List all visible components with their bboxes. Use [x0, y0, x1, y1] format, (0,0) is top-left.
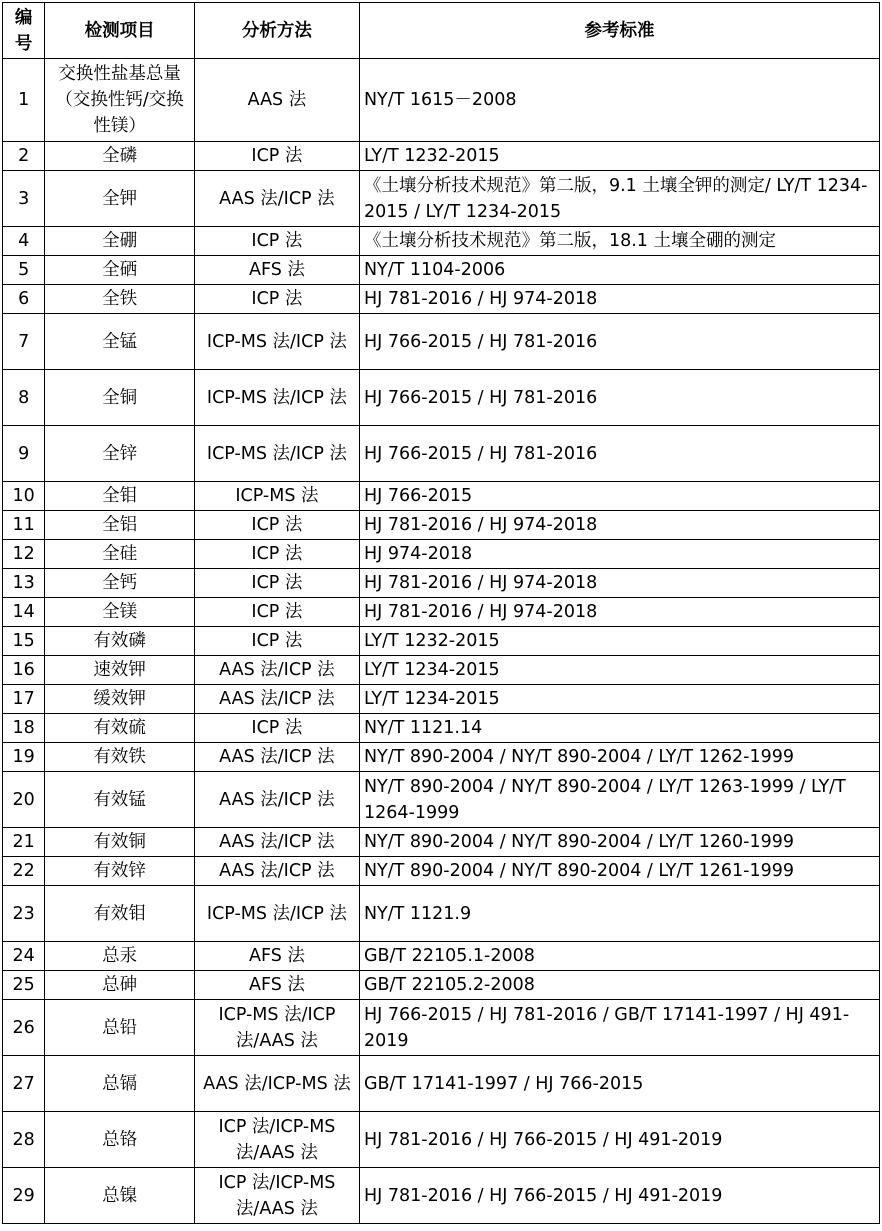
row-standard: HJ 781-2016 / HJ 766-2015 / HJ 491-2019: [359, 1112, 879, 1168]
row-item: 全铝: [45, 511, 195, 540]
table-row: [3, 714, 880, 743]
row-item: 总镉: [45, 1056, 195, 1112]
row-number: 14: [3, 598, 45, 627]
row-standard: NY/T 1615－2008: [359, 59, 879, 142]
row-method: ICP 法: [194, 227, 359, 256]
table-row: [3, 256, 880, 285]
row-number: 6: [3, 285, 45, 314]
row-number: 23: [3, 886, 45, 942]
row-item: 有效铜: [45, 828, 195, 857]
table-row: [3, 370, 880, 426]
table-row: [3, 540, 880, 569]
row-standard: NY/T 1104-2006: [359, 256, 879, 285]
row-method: ICP 法/ICP-MS 法/AAS 法: [194, 1112, 359, 1168]
table-row: [3, 227, 880, 256]
row-method: ICP-MS 法: [194, 482, 359, 511]
row-standard: NY/T 890-2004 / NY/T 890-2004 / LY/T 1260-1999: [359, 828, 879, 857]
header-standard: 参考标准: [359, 3, 879, 59]
row-item: 全硅: [45, 540, 195, 569]
table-header-row: [3, 3, 880, 59]
row-method: ICP-MS 法/ICP 法: [194, 426, 359, 482]
row-number: 15: [3, 627, 45, 656]
row-number: 18: [3, 714, 45, 743]
row-number: 12: [3, 540, 45, 569]
row-item: 有效钼: [45, 886, 195, 942]
table-row: [3, 942, 880, 971]
row-item: 有效铁: [45, 743, 195, 772]
table-row: [3, 569, 880, 598]
row-method: ICP 法: [194, 540, 359, 569]
header-method: 分析方法: [194, 3, 359, 59]
row-method: ICP 法/ICP-MS 法/AAS 法: [194, 1168, 359, 1224]
row-method: ICP 法: [194, 511, 359, 540]
row-item: 全镁: [45, 598, 195, 627]
row-number: 27: [3, 1056, 45, 1112]
row-number: 10: [3, 482, 45, 511]
row-number: 21: [3, 828, 45, 857]
table-row: [3, 627, 880, 656]
table-body: [3, 59, 880, 1224]
table-row: [3, 743, 880, 772]
row-number: 22: [3, 857, 45, 886]
document-page: [2, 2, 880, 1224]
table-row: [3, 314, 880, 370]
header-item: 检测项目: [45, 3, 195, 59]
row-method: AAS 法/ICP 法: [194, 743, 359, 772]
row-number: 16: [3, 656, 45, 685]
row-standard: HJ 766-2015 / HJ 781-2016: [359, 370, 879, 426]
row-item: 全锌: [45, 426, 195, 482]
row-method: AAS 法/ICP 法: [194, 685, 359, 714]
table-row: [3, 685, 880, 714]
table-row: [3, 1112, 880, 1168]
row-number: 29: [3, 1168, 45, 1224]
row-item: 全钼: [45, 482, 195, 511]
row-method: AAS 法/ICP 法: [194, 656, 359, 685]
row-method: ICP-MS 法/ICP 法: [194, 370, 359, 426]
row-standard: NY/T 1121.9: [359, 886, 879, 942]
row-standard: GB/T 22105.2-2008: [359, 971, 879, 1000]
row-standard: HJ 766-2015: [359, 482, 879, 511]
row-number: 4: [3, 227, 45, 256]
row-item: 有效锰: [45, 772, 195, 828]
row-number: 17: [3, 685, 45, 714]
row-standard: LY/T 1234-2015: [359, 656, 879, 685]
row-item: 全钙: [45, 569, 195, 598]
row-item: 全钾: [45, 171, 195, 227]
row-method: AFS 法: [194, 942, 359, 971]
row-method: AAS 法/ICP 法: [194, 171, 359, 227]
row-method: AAS 法/ICP 法: [194, 828, 359, 857]
row-item: 总铅: [45, 1000, 195, 1056]
row-item: 全硼: [45, 227, 195, 256]
row-item: 总铬: [45, 1112, 195, 1168]
row-standard: NY/T 890-2004 / NY/T 890-2004 / LY/T 1263-1999 / LY/T 1264-1999: [359, 772, 879, 828]
row-method: AAS 法/ICP-MS 法: [194, 1056, 359, 1112]
row-standard: HJ 766-2015 / HJ 781-2016: [359, 314, 879, 370]
row-standard: LY/T 1232-2015: [359, 627, 879, 656]
row-standard: HJ 781-2016 / HJ 974-2018: [359, 598, 879, 627]
row-method: ICP 法: [194, 142, 359, 171]
table-row: [3, 857, 880, 886]
row-method: ICP 法: [194, 627, 359, 656]
header-number: 编号: [3, 3, 45, 59]
table-row: [3, 886, 880, 942]
table-row: [3, 971, 880, 1000]
row-number: 7: [3, 314, 45, 370]
row-standard: NY/T 890-2004 / NY/T 890-2004 / LY/T 1262-1999: [359, 743, 879, 772]
row-standard: NY/T 890-2004 / NY/T 890-2004 / LY/T 1261-1999: [359, 857, 879, 886]
row-item: 交换性盐基总量（交换性钙/交换性镁）: [45, 59, 195, 142]
row-item: 总汞: [45, 942, 195, 971]
row-number: 19: [3, 743, 45, 772]
row-method: ICP-MS 法/ICP 法: [194, 314, 359, 370]
row-method: AAS 法/ICP 法: [194, 772, 359, 828]
row-item: 全锰: [45, 314, 195, 370]
row-standard: LY/T 1234-2015: [359, 685, 879, 714]
row-method: ICP 法: [194, 569, 359, 598]
table-row: [3, 59, 880, 142]
table-row: [3, 426, 880, 482]
row-standard: 《土壤分析技术规范》第二版，18.1 土壤全硼的测定: [359, 227, 879, 256]
row-number: 8: [3, 370, 45, 426]
row-item: 全磷: [45, 142, 195, 171]
row-standard: HJ 766-2015 / HJ 781-2016 / GB/T 17141-1997 / HJ 491-2019: [359, 1000, 879, 1056]
row-standard: GB/T 22105.1-2008: [359, 942, 879, 971]
row-number: 13: [3, 569, 45, 598]
row-standard: NY/T 1121.14: [359, 714, 879, 743]
row-item: 有效磷: [45, 627, 195, 656]
row-number: 5: [3, 256, 45, 285]
row-item: 全铁: [45, 285, 195, 314]
row-number: 24: [3, 942, 45, 971]
row-method: ICP-MS 法/ICP 法/AAS 法: [194, 1000, 359, 1056]
row-standard: HJ 781-2016 / HJ 974-2018: [359, 569, 879, 598]
row-standard: 《土壤分析技术规范》第二版，9.1 土壤全钾的测定/ LY/T 1234-2015 / LY/T 1234-2015: [359, 171, 879, 227]
row-number: 26: [3, 1000, 45, 1056]
table-row: [3, 482, 880, 511]
row-method: ICP 法: [194, 714, 359, 743]
row-method: ICP 法: [194, 598, 359, 627]
table-row: [3, 511, 880, 540]
row-standard: HJ 974-2018: [359, 540, 879, 569]
row-standard: HJ 781-2016 / HJ 974-2018: [359, 285, 879, 314]
row-number: 20: [3, 772, 45, 828]
table-row: [3, 656, 880, 685]
table-row: [3, 1056, 880, 1112]
table-row: [3, 285, 880, 314]
row-number: 28: [3, 1112, 45, 1168]
row-standard: HJ 781-2016 / HJ 974-2018: [359, 511, 879, 540]
table-row: [3, 142, 880, 171]
row-number: 1: [3, 59, 45, 142]
row-item: 有效锌: [45, 857, 195, 886]
row-standard: HJ 766-2015 / HJ 781-2016: [359, 426, 879, 482]
test-methods-table: [2, 2, 880, 1224]
row-number: 3: [3, 171, 45, 227]
table-row: [3, 1168, 880, 1224]
row-method: AAS 法: [194, 59, 359, 142]
row-standard: LY/T 1232-2015: [359, 142, 879, 171]
table-row: [3, 828, 880, 857]
row-method: AFS 法: [194, 256, 359, 285]
row-standard: GB/T 17141-1997 / HJ 766-2015: [359, 1056, 879, 1112]
table-row: [3, 772, 880, 828]
row-item: 总砷: [45, 971, 195, 1000]
row-item: 全铜: [45, 370, 195, 426]
row-number: 11: [3, 511, 45, 540]
row-number: 25: [3, 971, 45, 1000]
row-item: 速效钾: [45, 656, 195, 685]
row-standard: HJ 781-2016 / HJ 766-2015 / HJ 491-2019: [359, 1168, 879, 1224]
row-number: 9: [3, 426, 45, 482]
row-method: AFS 法: [194, 971, 359, 1000]
row-method: AAS 法/ICP 法: [194, 857, 359, 886]
row-item: 有效硫: [45, 714, 195, 743]
table-row: [3, 171, 880, 227]
table-row: [3, 1000, 880, 1056]
row-method: ICP 法: [194, 285, 359, 314]
row-number: 2: [3, 142, 45, 171]
row-item: 总镍: [45, 1168, 195, 1224]
row-method: ICP-MS 法/ICP 法: [194, 886, 359, 942]
row-item: 全硒: [45, 256, 195, 285]
table-row: [3, 598, 880, 627]
row-item: 缓效钾: [45, 685, 195, 714]
